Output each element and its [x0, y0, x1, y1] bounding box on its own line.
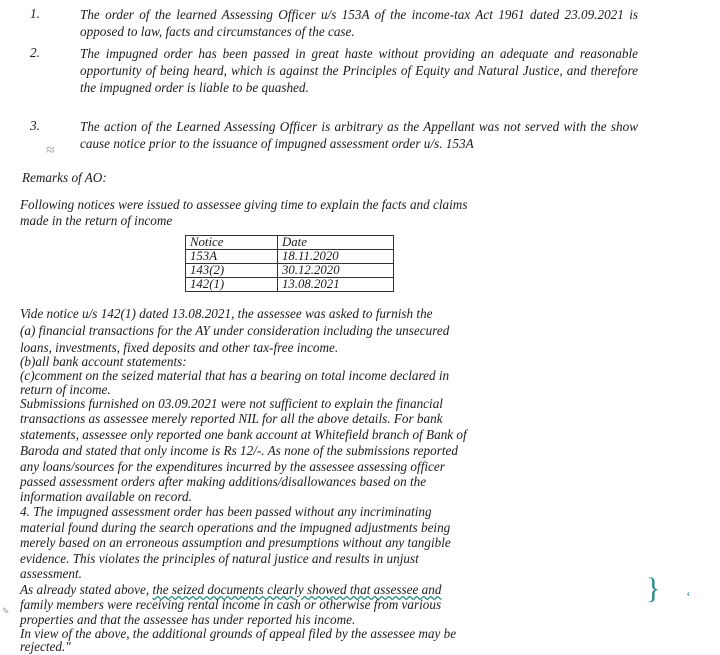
body-line: material found during the search operations and the impugned adjustments being	[20, 520, 451, 535]
ground-1-number: 1.	[30, 6, 40, 21]
ground-2-text: The impugned order has been passed in great haste without providing an adequate and reasonable opportunity of being heard, which is against the Principles of Equity and Natural Justice, and therefore the impugned order is liable to be quashed.	[80, 46, 638, 95]
body-line: (c)comment on the seized material that has a bearing on total income declared in	[20, 368, 450, 383]
table-header-row	[186, 236, 394, 250]
closing-line: rejected."	[20, 639, 71, 654]
notice-cell: 142(1)	[186, 278, 278, 292]
date-cell: 30.12.2020	[278, 264, 394, 278]
ground-1-text: The order of the learned Assessing Officer u/s 153A of the income-tax Act 1961 dated 23.09.2021 is opposed to law, facts and circumstances of the case.	[80, 7, 638, 39]
body-line: transactions as assessee merely reported NIL for all the above details. For bank	[20, 411, 443, 426]
body-line: (b)all bank account statements:	[20, 354, 187, 369]
body-line: (a) financial transactions for the AY under consideration including the unsecured	[20, 323, 450, 338]
handwritten-underline-text: the seized documents clearly showed that assessee and	[152, 582, 442, 597]
closing-line: In view of the above, the additional grounds of appeal filed by the assessee may be	[20, 626, 457, 641]
body-line: information available on record.	[20, 489, 192, 504]
underline-prefix: As already stated above,	[20, 582, 153, 597]
column-header-notice: Notice	[186, 236, 278, 250]
stamp-mark-icon: ✎	[2, 606, 10, 616]
date-cell: 18.11.2020	[278, 250, 394, 264]
notice-cell: 143(2)	[186, 264, 278, 278]
body-line: evidence. This violates the principles of natural justice and results in unjust	[20, 551, 419, 566]
body-line: passed assessment orders after making additions/disallowances based on the	[20, 474, 427, 489]
underline-para-line: properties and that the assessee has under reported his income.	[20, 612, 356, 627]
column-header-date: Date	[278, 236, 394, 250]
date-cell: 13.08.2021	[278, 278, 394, 292]
body-line: return of income.	[20, 382, 111, 397]
body-line: 4. The impugned assessment order has been passed without any incriminating	[20, 504, 432, 519]
body-line: merely based on an erroneous assumption and presumptions without any tangible	[20, 535, 451, 550]
remarks-heading: Remarks of AO:	[22, 170, 107, 185]
intro-line: Following notices were issued to assessee giving time to explain the facts and claims	[20, 197, 468, 212]
body-line: any loans/sources for the expenditures incurred by the assessee assessing officer	[20, 459, 445, 474]
tick-mark-icon: ʻ	[686, 590, 691, 605]
intro-line: made in the return of income	[20, 213, 173, 228]
body-line: statements, assessee only reported one bank account at Whitefield branch of Bank of	[20, 427, 467, 442]
body-line: Baroda and stated that only income is Rs 12/-. As none of the submissions reported	[20, 443, 458, 458]
ground-2-number: 2.	[30, 45, 40, 60]
body-line: assessment.	[20, 566, 82, 581]
table-row	[186, 250, 394, 264]
notice-table	[185, 235, 394, 292]
notice-cell: 153A	[186, 250, 278, 264]
ground-3-number: 3.	[30, 118, 40, 133]
underline-para-line	[20, 582, 441, 598]
margin-mark-icon: ≈	[46, 142, 55, 159]
body-line: Submissions furnished on 03.09.2021 were not sufficient to explain the financial	[20, 396, 443, 411]
body-line: loans, investments, fixed deposits and other tax-free income.	[20, 340, 339, 355]
ground-3-text: The action of the Learned Assessing Officer is arbitrary as the Appellant was not served with the show cause notice prior to the issuance of impugned assessment order u/s. 153A	[80, 119, 638, 151]
table-row	[186, 264, 394, 278]
bracket-mark-icon: }	[646, 572, 661, 605]
table-row	[186, 278, 394, 292]
body-line: Vide notice u/s 142(1) dated 13.08.2021, the assessee was asked to furnish the	[20, 306, 433, 321]
underline-para-line: family members were receiving rental income in cash or otherwise from various	[20, 597, 442, 612]
